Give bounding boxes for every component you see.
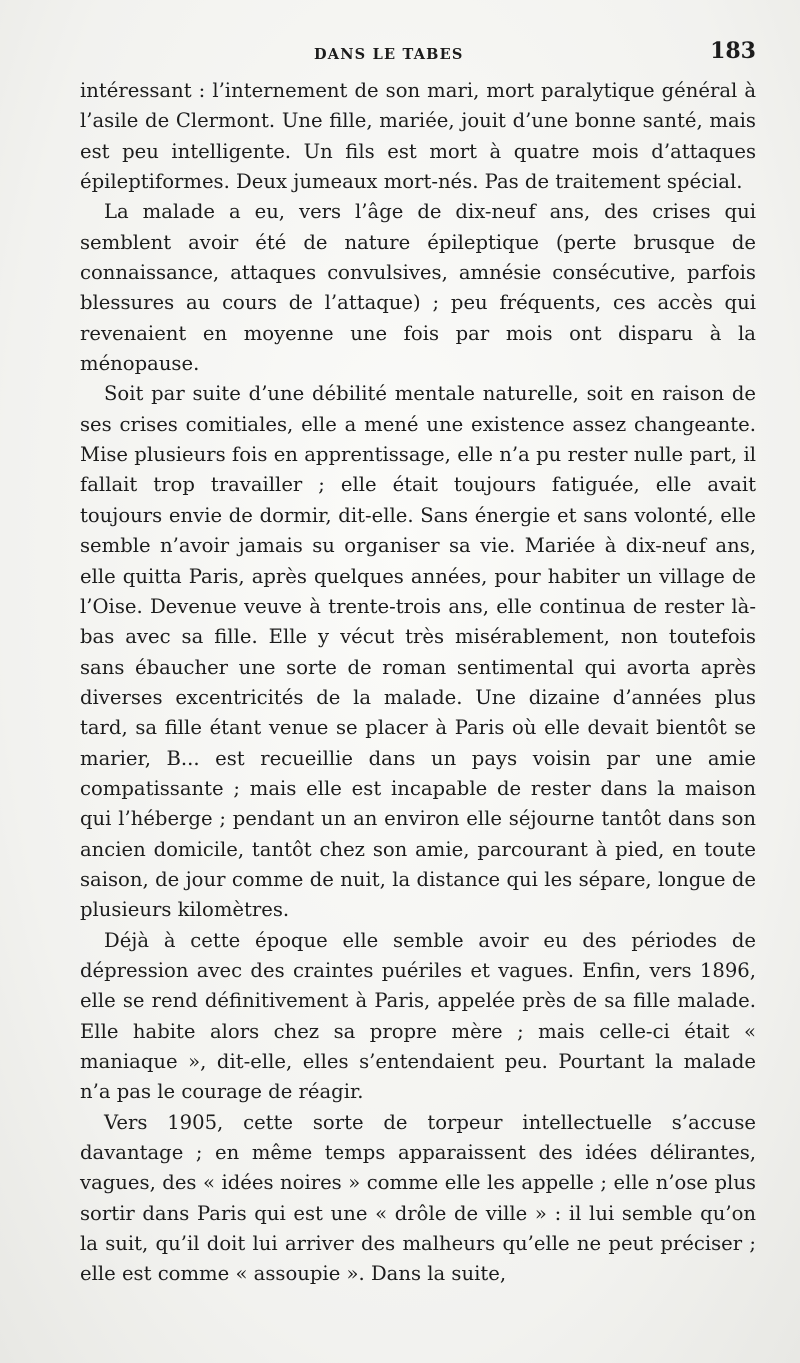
paragraph: Déjà à cette époque elle semble avoir eu des périodes de dépression avec des craintes puériles et vagues. Enfin, vers 1896, elle se rend définitivement à Paris, appelée près de sa fille malade. Elle habite alors chez sa propre mère ; mais celle-ci était « maniaque », dit-elle, elles s’entendaient peu. Pourtant la malade n’a pas le courage de réagir. xyxy=(80,928,756,1104)
paragraph: Soit par suite d’une débilité mentale naturelle, soit en raison de ses crises comitiales, elle a mené une existence assez changeante. Mise plusieurs fois en apprentissage, elle n’a pu rester nulle part, il fallait trop travailler ; elle était toujours fatiguée, elle avait toujours envie de dormir, dit-elle. Sans énergie et sans volonté, elle semble n’avoir jamais su organiser sa vie. Mariée à dix-neuf ans, elle quitta Paris, après quelques années, pour habiter un village de l’Oise. Devenue veuve à trente-trois ans, elle continua de rester là-bas avec sa fille. Elle y vécut très misérablement, non toutefois sans ébaucher une sorte de roman sentimental qui avorta après diverses excentricités de la malade. Une dizaine d’années plus tard, sa fille étant venue se placer à Paris où elle devait bientôt se marier, B... est recueillie dans un pays voisin par une amie compatissante ; mais elle est incapable de rester dans la maison qui l’héberge ; pendant un an environ elle séjourne tantôt dans son ancien domicile, tantôt chez son amie, parcourant à pied, en toute saison, de jour comme de nuit, la distance qui les sépare, longue de plusieurs kilomètres. xyxy=(80,382,756,922)
paragraph: La malade a eu, vers l’âge de dix-neuf ans, des crises qui semblent avoir été de nature épileptique (perte brusque de connaissance, attaques convulsives, amnésie consécutive, parfois blessures au cours de l’attaque) ; peu fréquents, ces accès qui revenaient en moyenne une fois par mois ont disparu à la ménopause. xyxy=(80,200,756,376)
paragraph: intéressant : l’internement de son mari, mort paralytique général à l’asile de Clermont. Une fille, mariée, jouit d’une bonne santé, mais est peu intelligente. Un fils est mort à quatre mois d’attaques épileptiformes. Deux jumeaux mort-nés. Pas de traitement spécial. xyxy=(80,79,756,194)
page-number: 183 xyxy=(710,38,756,64)
paragraph: Vers 1905, cette sorte de torpeur intellectuelle s’accuse davantage ; en même temps apparaissent des idées délirantes, vagues, des « idées noires » comme elle les appelle ; elle n’ose plus sortir dans Paris qui est une « drôle de ville » : il lui semble qu’on la suit, qu’il doit lui arriver des malheurs qu’elle ne peut préciser ; elle est comme « assoupie ». Dans la suite, xyxy=(80,1110,756,1286)
page-header xyxy=(80,38,756,74)
body-text xyxy=(80,76,756,1290)
running-head: DANS LE TABES xyxy=(314,46,464,63)
